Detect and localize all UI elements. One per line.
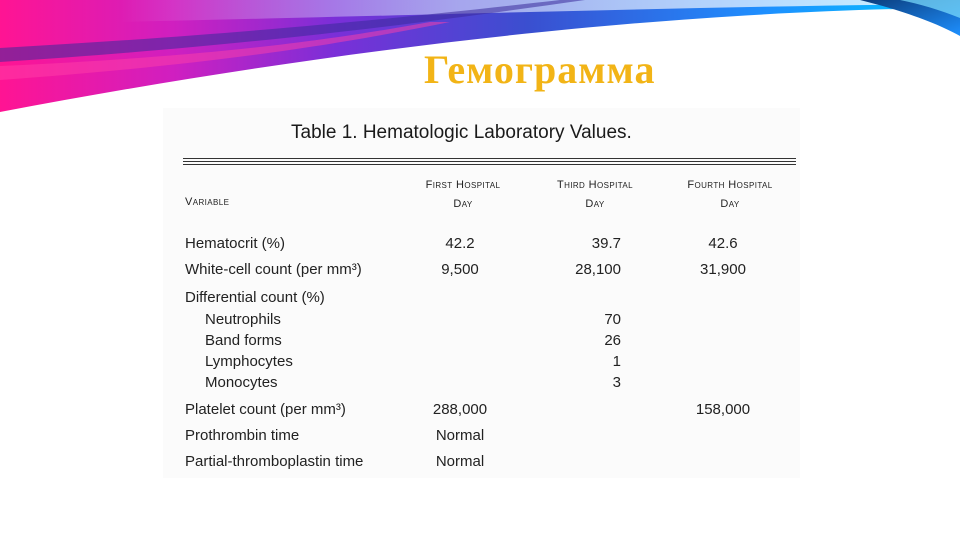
first-day-value: 9,500: [441, 261, 479, 278]
fourth-day-value: 158,000: [695, 401, 751, 418]
column-header-third-day: Third Hospital Day: [556, 179, 634, 210]
table-row: [163, 331, 800, 351]
column-header-fourth-day: Fourth Hospital Day: [687, 179, 773, 210]
row-label: Monocytes: [205, 374, 278, 391]
first-day-value: Normal: [435, 453, 485, 470]
third-day-value: 28,100: [575, 261, 621, 278]
table-row: [163, 234, 800, 254]
third-day-value: 39.7: [591, 235, 621, 252]
row-label: Band forms: [205, 332, 282, 349]
row-label: Prothrombin time: [185, 427, 300, 444]
column-header-first-day: First Hospital Day: [425, 179, 501, 210]
row-label: Platelet count (per mm³): [185, 401, 346, 418]
table-row: [163, 452, 800, 472]
row-label: Lymphocytes: [205, 353, 293, 370]
third-day-value: 1: [612, 353, 621, 370]
table-row: [163, 260, 800, 280]
row-label: Partial-thromboplastin time: [185, 453, 364, 470]
row-label: Hematocrit (%): [185, 235, 286, 252]
column-header-variable: Variable: [185, 196, 230, 208]
fourth-day-value: 42.6: [708, 235, 738, 252]
table-row: [163, 288, 800, 308]
fourth-day-value: 31,900: [700, 261, 746, 278]
first-day-value: 42.2: [445, 235, 475, 252]
table-row: [163, 310, 800, 330]
first-day-value: 288,000: [432, 401, 488, 418]
third-day-value: 26: [604, 332, 621, 349]
row-label: White-cell count (per mm³): [185, 261, 362, 278]
row-label: Neutrophils: [205, 311, 281, 328]
table-caption: Table 1. Hematologic Laboratory Values.: [291, 122, 632, 143]
hematology-table-image: [163, 108, 800, 478]
table-row: [163, 400, 800, 420]
first-day-value: Normal: [435, 427, 485, 444]
third-day-value: 70: [604, 311, 621, 328]
table-body: [163, 108, 800, 478]
row-label: Differential count (%): [185, 289, 325, 306]
third-day-value: 3: [612, 374, 621, 391]
table-row: [163, 373, 800, 393]
table-row: [163, 426, 800, 446]
table-row: [163, 352, 800, 372]
slide-title: Гемограмма: [424, 47, 656, 92]
